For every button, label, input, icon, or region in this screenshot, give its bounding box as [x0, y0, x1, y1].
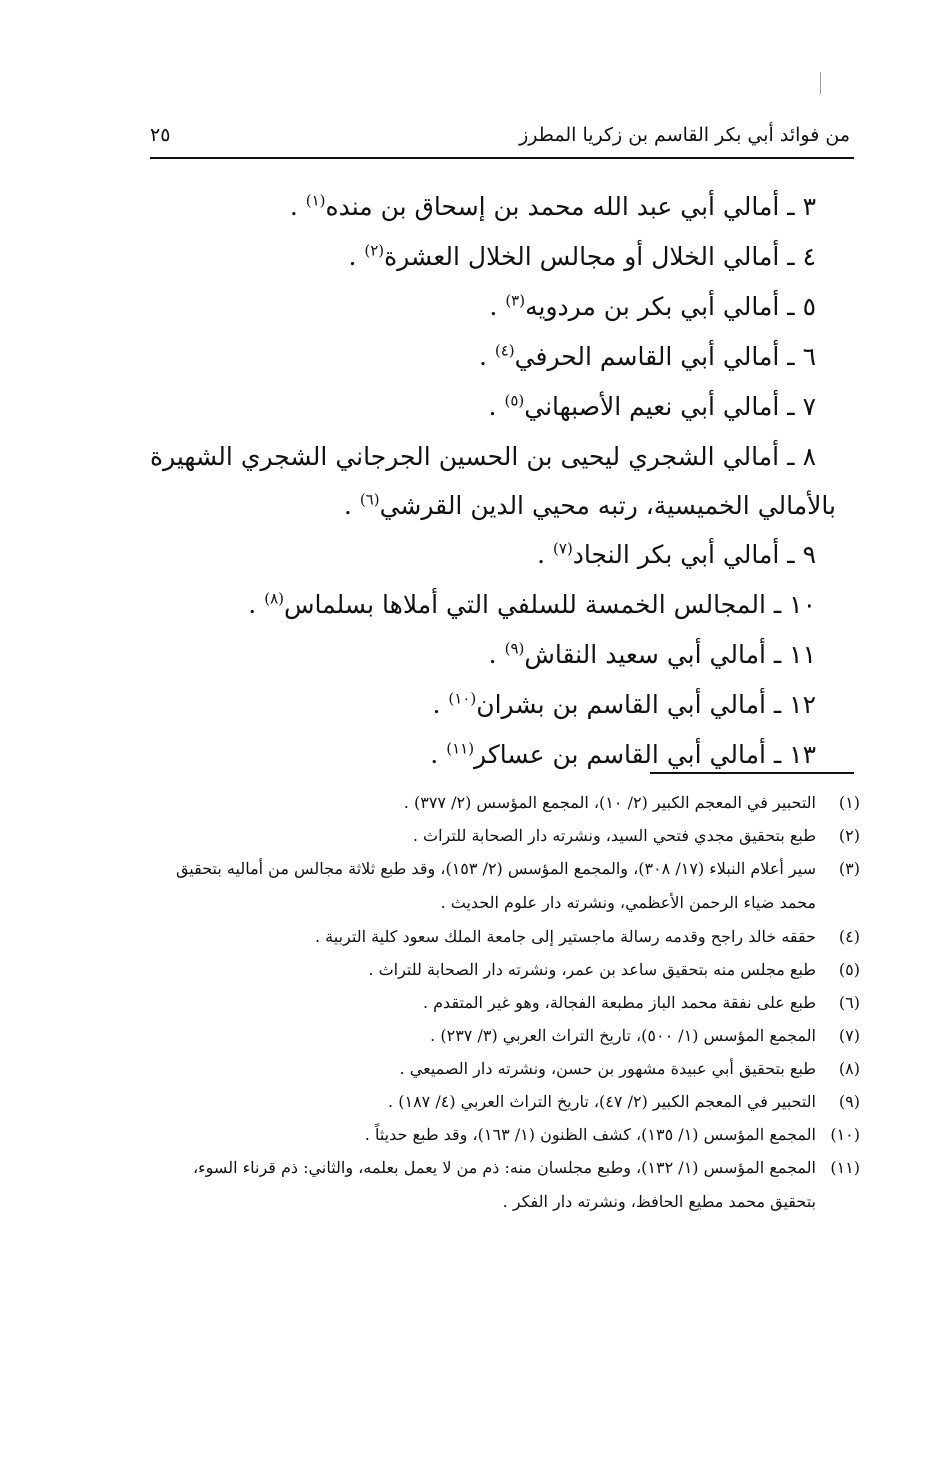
footnote-ref[interactable]: (٣): [505, 291, 526, 310]
list-item-end: .: [432, 690, 449, 719]
footnote: [150, 786, 860, 819]
footnote-separator: [650, 772, 854, 774]
list-item-end: .: [537, 540, 554, 569]
list-item: [150, 680, 836, 730]
footnote: [150, 1085, 860, 1118]
list-item-text: ٣ ـ أمالي أبي عبد الله محمد بن إسحاق بن منده: [325, 192, 816, 221]
running-header: [150, 118, 850, 152]
scan-mark: [820, 72, 821, 94]
list-item-end: .: [488, 640, 505, 669]
footnote: [150, 953, 860, 986]
footnote-text: طبع مجلس منه بتحقيق ساعد بن عمر، ونشرته دار الصحابة للتراث .: [368, 960, 816, 979]
footnote-text: المجمع المؤسس (١/ ١٣٥)، كشف الظنون (١/ ١٦٣)، وقد طبع حديثاً .: [364, 1125, 816, 1144]
footnote-ref[interactable]: (٢): [364, 241, 385, 260]
list-item-text: ١٠ ـ المجالس الخمسة للسلفي التي أملاها بسلماس: [283, 590, 816, 619]
list-item-text: ٧ ـ أمالي أبي نعيم الأصبهاني: [524, 392, 816, 421]
list-item-end: .: [430, 740, 447, 769]
footnote-ref[interactable]: (١١): [446, 739, 475, 758]
list-item-text: ٥ ـ أمالي أبي بكر بن مردويه: [525, 292, 816, 321]
list-item-end: .: [289, 192, 306, 221]
footnote: [150, 1019, 860, 1052]
footnote-number: (٤): [838, 927, 860, 946]
footnote-ref[interactable]: (٨): [264, 589, 284, 608]
list-item-text: ٤ ـ أمالي الخلال أو مجالس الخلال العشرة: [384, 242, 816, 271]
list-item-end: .: [348, 242, 365, 271]
footnote: [150, 1151, 860, 1219]
footnote-text: التحبير في المعجم الكبير (٢/ ١٠)، المجمع المؤسس (٢/ ٣٧٧) .: [403, 793, 816, 812]
footnote: [150, 986, 860, 1019]
footnote-ref[interactable]: (٥): [504, 391, 525, 410]
footnote: [150, 920, 860, 953]
footnote-ref[interactable]: (١): [305, 191, 326, 210]
list-item-text: ١٢ ـ أمالي أبي القاسم بن بشران: [476, 690, 816, 719]
footnote-text: طبع بتحقيق مجدي فتحي السيد، ونشرته دار الصحابة للتراث .: [412, 826, 816, 845]
footnote-text: طبع على نفقة محمد الباز مطبعة الفجالة، وهو غير المتقدم .: [422, 993, 816, 1012]
list-item-end: .: [489, 292, 506, 321]
list-item-end: .: [488, 392, 505, 421]
footnotes: [150, 786, 860, 1219]
footnote-text: المجمع المؤسس (١/ ١٣٢)، وطبع مجلسان منه: ذم من لا يعمل بعلمه، والثاني: ذم قرناء السوء، بتحقيق محمد مطيع الحافظ، ونشرته دار الفكر .: [192, 1158, 816, 1211]
list-item-end: .: [478, 342, 495, 371]
footnote-number: (٧): [838, 1026, 860, 1045]
list-item: [150, 630, 836, 680]
footnote-number: (٨): [838, 1059, 860, 1078]
list-item: [150, 530, 836, 580]
footnote: [150, 1052, 860, 1085]
footnote: [150, 819, 860, 852]
list-item-text: ٨ ـ أمالي الشجري ليحيى بن الحسين الجرجاني الشجري الشهيرة بالأمالي الخميسية، رتبه محيي الدين القرشي: [150, 442, 836, 520]
footnote-text: سير أعلام النبلاء (١٧/ ٣٠٨)، والمجمع المؤسس (٢/ ١٥٣)، وقد طبع ثلاثة مجالس من أماليه بتحقيق محمد ضياء الرحمن الأعظمي، ونشرته دار علوم الحديث .: [175, 859, 816, 912]
list-item-end: .: [343, 491, 360, 520]
list-item: [150, 580, 836, 630]
list-item-text: ٩ ـ أمالي أبي بكر النجاد: [572, 540, 816, 569]
list-item: [150, 182, 836, 232]
footnote-number: (١١): [830, 1158, 860, 1177]
footnote-ref[interactable]: (٧): [553, 539, 573, 558]
footnote-number: (١٠): [830, 1125, 860, 1144]
footnote-ref[interactable]: (٩): [504, 639, 525, 658]
footnote: [150, 1118, 860, 1151]
footnote-text: التحبير في المعجم الكبير (٢/ ٤٧)، تاريخ التراث العربي (٤/ ١٨٧) .: [388, 1092, 816, 1111]
footnote-number: (١): [838, 793, 860, 812]
footnote-number: (٩): [838, 1092, 860, 1111]
list-item-text: ٦ ـ أمالي أبي القاسم الحرفي: [514, 342, 816, 371]
footnote-ref[interactable]: (٤): [494, 341, 515, 360]
running-title: من فوائد أبي بكر القاسم بن زكريا المطرز: [519, 124, 850, 146]
header-rule: [150, 157, 854, 159]
footnote: [150, 852, 860, 920]
page-number: ٢٥: [150, 124, 171, 146]
list-item-text: ١١ ـ أمالي أبي سعيد النقاش: [524, 640, 816, 669]
list-item: [150, 382, 836, 432]
footnote-number: (٢): [838, 826, 860, 845]
footnote-text: طبع بتحقيق أبي عبيدة مشهور بن حسن، ونشرته دار الصميعي .: [399, 1059, 816, 1078]
footnote-number: (٣): [838, 859, 860, 878]
footnote-number: (٦): [838, 993, 860, 1012]
footnote-ref[interactable]: (١٠): [448, 689, 477, 708]
amali-list: [150, 182, 836, 780]
list-item: [150, 282, 836, 332]
list-item: [150, 332, 836, 382]
list-item-end: .: [248, 590, 265, 619]
footnote-number: (٥): [838, 960, 860, 979]
footnote-ref[interactable]: (٦): [359, 490, 380, 509]
footnote-text: حققه خالد راجح وقدمه رسالة ماجستير إلى جامعة الملك سعود كلية التربية .: [315, 927, 816, 946]
list-item: [150, 432, 836, 530]
list-item: [150, 232, 836, 282]
footnote-text: المجمع المؤسس (١/ ٥٠٠)، تاريخ التراث العربي (٣/ ٢٣٧) .: [430, 1026, 816, 1045]
list-item-text: ١٣ ـ أمالي أبي القاسم بن عساكر: [474, 740, 816, 769]
